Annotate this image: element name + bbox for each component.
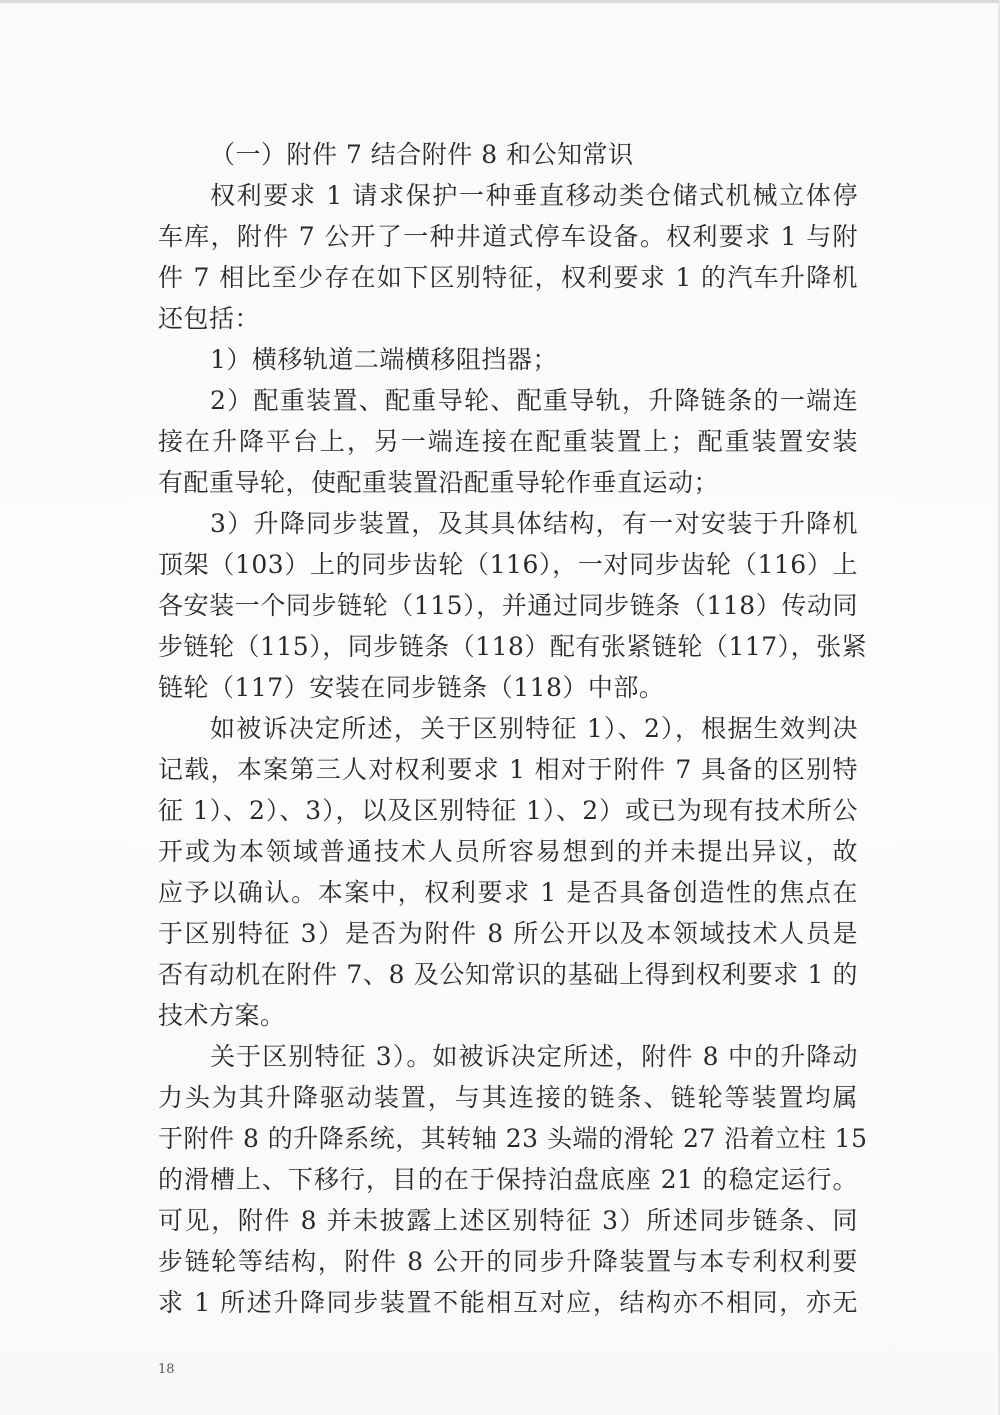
text-line: 车库，附件 7 公开了一种井道式停车设备。权利要求 1 与附 <box>158 222 858 251</box>
text-line: 否有动机在附件 7、8 及公知常识的基础上得到权利要求 1 的 <box>158 960 858 989</box>
text-line: 于区别特征 3）是否为附件 8 所公开以及本领域技术人员是 <box>158 919 858 948</box>
page-number: 18 <box>158 1362 175 1377</box>
text-line: 顶架（103）上的同步齿轮（116），一对同步齿轮（116）上 <box>158 550 858 579</box>
list-item: 1）横移轨道二端横移阻挡器； <box>210 345 558 374</box>
section-heading: （一）附件 7 结合附件 8 和公知常识 <box>210 140 634 169</box>
text-line: 开或为本领域普通技术人员所容易想到的并未提出异议，故 <box>158 837 858 866</box>
text-line: 步链轮等结构，附件 8 公开的同步升降装置与本专利权利要 <box>158 1247 858 1276</box>
text-line: 链轮（117）安装在同步链条（118）中部。 <box>158 673 665 702</box>
list-item: 2）配重装置、配重导轮、配重导轨，升降链条的一端连 <box>210 386 858 415</box>
text-line: 记载，本案第三人对权利要求 1 相对于附件 7 具备的区别特 <box>158 755 858 784</box>
text-line: 力头为其升降驱动装置，与其连接的链条、链轮等装置均属 <box>158 1083 858 1112</box>
text-line: 征 1）、2）、3），以及区别特征 1）、2）或已为现有技术所公 <box>158 796 858 825</box>
text-line: 的滑槽上、下移行，目的在于保持泊盘底座 21 的稳定运行。 <box>158 1165 858 1194</box>
scan-edge-top <box>0 0 1000 3</box>
text-line: 有配重导轮，使配重装置沿配重导轮作垂直运动； <box>158 468 720 497</box>
text-line: 接在升降平台上，另一端连接在配重装置上；配重装置安装 <box>158 427 858 456</box>
text-line: 如被诉决定所述，关于区别特征 1）、2），根据生效判决 <box>210 714 858 743</box>
text-line: 可见，附件 8 并未披露上述区别特征 3）所述同步链条、同 <box>158 1206 858 1235</box>
list-item: 3）升降同步装置，及其具体结构，有一对安装于升降机 <box>210 509 858 538</box>
text-line: 各安装一个同步链轮（115），并通过同步链条（118）传动同 <box>158 591 858 620</box>
text-line: 关于区别特征 3）。如被诉决定所述，附件 8 中的升降动 <box>210 1042 858 1071</box>
text-line: 于附件 8 的升降系统，其转轴 23 头端的滑轮 27 沿着立柱 15 <box>158 1124 868 1153</box>
text-line: 求 1 所述升降同步装置不能相互对应，结构亦不相同，亦无 <box>158 1288 858 1317</box>
body-text <box>158 134 868 1323</box>
text-line: 应予以确认。本案中，权利要求 1 是否具备创造性的焦点在 <box>158 878 858 907</box>
text-line: 还包括： <box>158 304 261 333</box>
text-line: 步链轮（115），同步链条（118）配有张紧链轮（117），张紧 <box>158 632 868 661</box>
text-line: 件 7 相比至少存在如下区别特征，权利要求 1 的汽车升降机 <box>158 263 858 292</box>
text-line: 权利要求 1 请求保护一种垂直移动类仓储式机械立体停 <box>210 181 858 210</box>
text-line: 技术方案。 <box>158 1001 286 1030</box>
